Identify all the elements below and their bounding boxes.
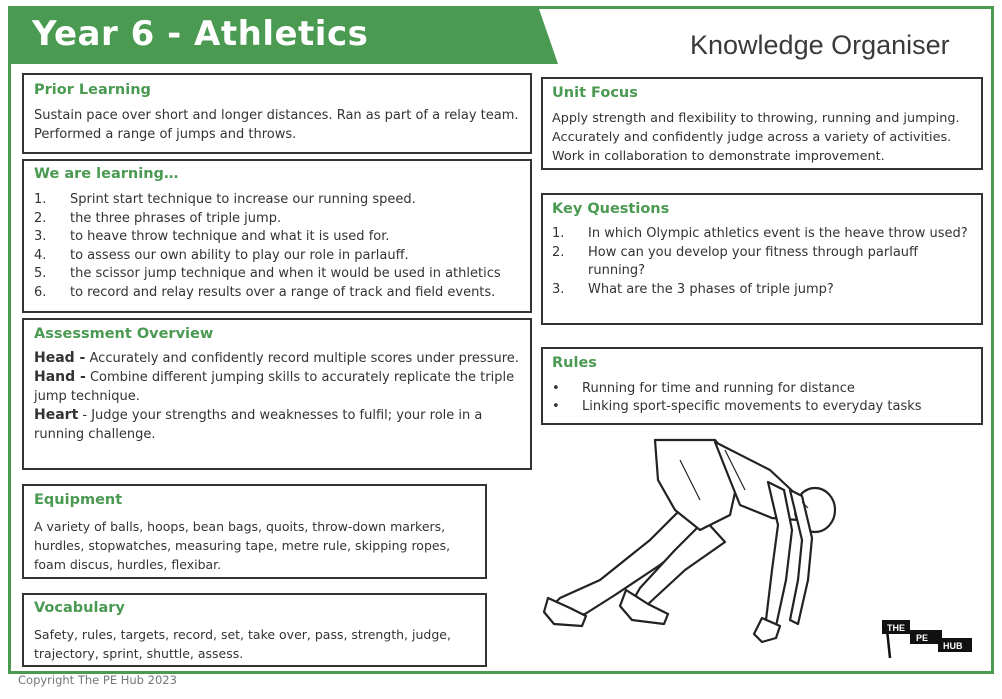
item-text: the scissor jump technique and when it would be used in athletics bbox=[70, 266, 501, 281]
list-item bbox=[34, 265, 520, 284]
item-text: How can you develop your fitness through parlauff running? bbox=[588, 244, 919, 278]
key-questions-box bbox=[541, 193, 983, 325]
bullet: • bbox=[552, 381, 560, 396]
prior-learning-box bbox=[22, 73, 532, 154]
copyright-text: Copyright The PE Hub 2023 bbox=[18, 673, 177, 687]
item-text: to assess our own ability to play our role in parlauff. bbox=[70, 247, 409, 263]
rules-list bbox=[552, 380, 972, 416]
rules-title: Rules bbox=[552, 355, 597, 371]
list-item bbox=[552, 244, 972, 281]
heart-text: - Judge your strengths and weaknesses to fulfil; your role in a running challenge. bbox=[34, 408, 483, 442]
item-text: In which Olympic athletics event is the heave throw used? bbox=[588, 226, 968, 241]
item-text: Running for time and running for distance bbox=[582, 381, 855, 396]
logo-text-pe: PE bbox=[916, 633, 929, 643]
item-text: Sprint start technique to increase our running speed. bbox=[70, 192, 416, 207]
rules-box bbox=[541, 347, 983, 425]
hand-text: Combine different jumping skills to accurately replicate the triple jump technique. bbox=[34, 370, 515, 404]
pe-hub-logo bbox=[880, 620, 975, 658]
list-item bbox=[552, 225, 972, 244]
item-number: 2. bbox=[552, 244, 565, 260]
item-number: 3. bbox=[34, 229, 47, 244]
item-number: 1. bbox=[552, 226, 565, 241]
assessment-hand bbox=[34, 368, 520, 406]
item-number: 4. bbox=[34, 247, 47, 263]
hand-label: Hand - bbox=[34, 369, 86, 385]
page-subtitle: Knowledge Organiser bbox=[690, 30, 950, 60]
item-text: What are the 3 phases of triple jump? bbox=[588, 281, 834, 297]
vocabulary-title: Vocabulary bbox=[34, 600, 125, 616]
logo-text-hub: HUB bbox=[943, 641, 963, 651]
list-item bbox=[34, 284, 520, 303]
unit-focus-text: Apply strength and flexibility to throwing, running and jumping. Accurately and confidently judge across a variety of activities. Work in collaboration to demonstrate improvement. bbox=[552, 111, 960, 164]
list-item bbox=[34, 191, 520, 210]
logo-text-the: THE bbox=[887, 623, 905, 633]
item-number: 1. bbox=[34, 192, 47, 207]
vocabulary-box bbox=[22, 593, 487, 667]
item-number: 5. bbox=[34, 266, 47, 281]
assessment-head bbox=[34, 349, 520, 368]
head-label: Head - bbox=[34, 350, 86, 366]
vocabulary-text: Safety, rules, targets, record, set, take over, pass, strength, judge, trajectory, sprint, shuttle, assess. bbox=[34, 627, 451, 661]
we-are-learning-list bbox=[34, 191, 520, 302]
item-text: to record and relay results over a range of track and field events. bbox=[70, 284, 496, 300]
unit-focus-title: Unit Focus bbox=[552, 85, 638, 101]
item-text: Linking sport-specific movements to everyday tasks bbox=[582, 399, 922, 414]
item-number: 6. bbox=[34, 284, 47, 300]
assessment-heart bbox=[34, 406, 520, 444]
list-item bbox=[34, 228, 520, 247]
item-text: to heave throw technique and what it is used for. bbox=[70, 229, 390, 244]
prior-learning-text: Sustain pace over short and longer distances. Ran as part of a relay team. Performed a range of jumps and throws. bbox=[34, 108, 519, 142]
assessment-overview-box bbox=[22, 318, 532, 470]
sprinter-illustration bbox=[540, 430, 850, 650]
page-title: Year 6 - Athletics bbox=[32, 14, 369, 54]
we-are-learning-title: We are learning… bbox=[34, 166, 179, 182]
head-text: Accurately and confidently record multiple scores under pressure. bbox=[85, 351, 519, 366]
equipment-text: A variety of balls, hoops, bean bags, quoits, throw-down markers, hurdles, stopwatches, measuring tape, metre rule, skipping ropes, foam discus, hurdles, flexibar. bbox=[34, 519, 451, 572]
item-number: 3. bbox=[552, 281, 565, 297]
list-item bbox=[34, 210, 520, 229]
list-item bbox=[552, 380, 972, 398]
unit-focus-box bbox=[541, 77, 983, 170]
list-item bbox=[552, 398, 972, 416]
prior-learning-title: Prior Learning bbox=[34, 82, 151, 98]
list-item bbox=[34, 247, 520, 266]
equipment-title: Equipment bbox=[34, 492, 123, 508]
key-questions-list bbox=[552, 225, 972, 299]
we-are-learning-box bbox=[22, 159, 532, 313]
assessment-overview-title: Assessment Overview bbox=[34, 326, 214, 342]
heart-label: Heart bbox=[34, 407, 79, 423]
key-questions-title: Key Questions bbox=[552, 201, 670, 217]
list-item bbox=[552, 281, 972, 300]
item-number: 2. bbox=[34, 210, 47, 226]
item-text: the three phrases of triple jump. bbox=[70, 210, 282, 226]
bullet: • bbox=[552, 399, 560, 414]
equipment-box bbox=[22, 484, 487, 579]
